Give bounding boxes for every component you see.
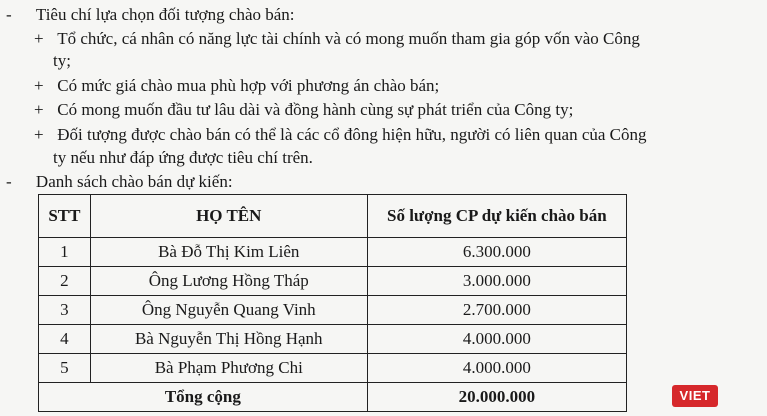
criteria-item-1 <box>34 28 640 50</box>
criteria-item-text: Tổ chức, cá nhân có năng lực tài chính và có mong muốn tham gia góp vốn vào Công <box>57 29 640 48</box>
criteria-item-text: Đối tượng được chào bán có thể là các cổ đông hiện hữu, người có liên quan của Công <box>57 125 647 144</box>
cell-quantity: 6.300.000 <box>367 238 626 267</box>
criteria-item-text: Có mong muốn đầu tư lâu dài và đồng hành cùng sự phát triển của Công ty; <box>57 100 574 119</box>
list-heading: Danh sách chào bán dự kiến: <box>35 172 233 191</box>
cell-name: Bà Phạm Phương Chi <box>90 354 367 383</box>
cell-quantity: 3.000.000 <box>367 267 626 296</box>
header-stt: STT <box>39 195 91 238</box>
plus-bullet: + <box>34 100 44 119</box>
plus-bullet: + <box>34 76 44 95</box>
table-row <box>39 296 627 325</box>
cell-quantity: 4.000.000 <box>367 354 626 383</box>
offering-table <box>38 194 627 412</box>
table-row <box>39 354 627 383</box>
criteria-item-text: Có mức giá chào mua phù hợp với phương án chào bán; <box>57 76 440 95</box>
header-name: HỌ TÊN <box>90 195 367 238</box>
cell-name: Bà Nguyễn Thị Hồng Hạnh <box>90 325 367 354</box>
table-row <box>39 238 627 267</box>
criteria-item-3 <box>34 99 573 121</box>
total-label: Tổng cộng <box>39 383 368 412</box>
cell-name: Bà Đỗ Thị Kim Liên <box>90 238 367 267</box>
table-row <box>39 325 627 354</box>
cell-stt: 4 <box>39 325 91 354</box>
list-heading-line <box>6 171 233 193</box>
plus-bullet: + <box>34 125 44 144</box>
header-quantity: Số lượng CP dự kiến chào bán <box>367 195 626 238</box>
edge-marks <box>742 225 767 415</box>
cell-stt: 2 <box>39 267 91 296</box>
criteria-heading-line <box>6 4 295 26</box>
plus-bullet: + <box>34 29 44 48</box>
cell-stt: 5 <box>39 354 91 383</box>
dash-bullet: - <box>6 5 12 24</box>
criteria-item-4 <box>34 124 647 146</box>
criteria-item-4-cont: ty nếu như đáp ứng được tiêu chí trên. <box>53 148 313 167</box>
dash-bullet: - <box>6 172 12 191</box>
cell-quantity: 4.000.000 <box>367 325 626 354</box>
cell-name: Ông Lương Hồng Tháp <box>90 267 367 296</box>
table-header-row <box>39 195 627 238</box>
viet-logo: VIET <box>672 385 718 407</box>
table-total-row <box>39 383 627 412</box>
cell-name: Ông Nguyễn Quang Vinh <box>90 296 367 325</box>
criteria-item-1-cont: ty; <box>53 51 71 70</box>
cell-quantity: 2.700.000 <box>367 296 626 325</box>
total-value: 20.000.000 <box>367 383 626 412</box>
criteria-item-2 <box>34 75 439 97</box>
cell-stt: 1 <box>39 238 91 267</box>
table-row <box>39 267 627 296</box>
cell-stt: 3 <box>39 296 91 325</box>
criteria-heading: Tiêu chí lựa chọn đối tượng chào bán: <box>35 5 295 24</box>
